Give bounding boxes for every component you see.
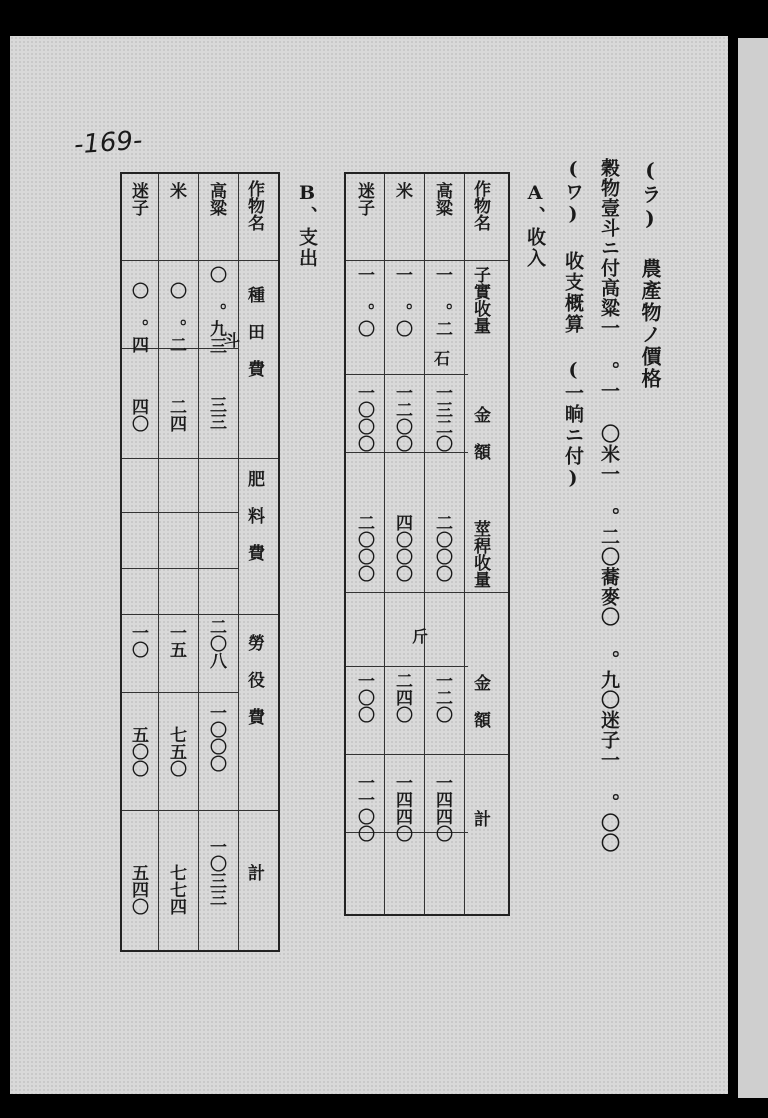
income-header-crop: 作物名 <box>470 180 490 231</box>
income-seed-kaoliang: 一 。二 <box>432 266 452 337</box>
income-amount1-kaoliang: 一三二〇 <box>432 384 452 452</box>
income-amount2-kaoliang: 一二〇 <box>432 672 452 723</box>
expense-crop-millet: 米 <box>166 182 186 199</box>
income-amount1-millet: 一二〇〇 <box>392 384 412 452</box>
price-line: 穀物壹斗ニ付高粱一 。一 〇米一 。二〇蕎麥〇 。九〇迷子一 。〇〇 <box>598 158 620 853</box>
expense-table <box>120 172 280 952</box>
income-amount1-mizi: 一〇〇〇 <box>354 384 374 452</box>
unit-koku: 石 <box>434 349 451 368</box>
section-heading: (ラ) 農產物ノ價格 <box>638 158 662 390</box>
expense-crop-kaoliang: 高粱 <box>206 182 226 216</box>
income-header-total: 計 <box>470 810 490 827</box>
income-seed-millet: 一 。〇 <box>392 266 412 337</box>
expense-header-total: 計 <box>244 864 264 881</box>
income-stalk-millet: 四〇〇〇 <box>392 514 412 582</box>
expense-header-crop: 作物名 <box>244 180 264 231</box>
expense-header-labor: 勞 役 費 <box>244 634 264 725</box>
expense-labor2-millet: 七五〇 <box>166 726 186 777</box>
income-total-kaoliang: 一四四〇 <box>432 774 452 842</box>
expense-labor2-mizi: 五〇〇 <box>128 726 148 777</box>
expense-total-kaoliang: 一〇三三 <box>206 838 226 906</box>
income-total-millet: 一四四〇 <box>392 774 412 842</box>
unit-to: 斗 <box>224 331 241 350</box>
income-stalk-kaoliang: 二〇〇〇 <box>432 514 452 582</box>
expense-field-millet: 二四 <box>166 398 186 432</box>
expense-crop-mizi: 迷子 <box>128 182 148 216</box>
unit-kin: 斤 <box>412 627 429 646</box>
income-header-stalk: 莖稈收量 <box>470 520 490 588</box>
expense-label: B、支出 <box>296 182 318 269</box>
expense-total-millet: 七七四 <box>166 864 186 915</box>
income-seed-mizi: 一 。〇 <box>354 266 374 337</box>
expense-labor1-mizi: 一〇 <box>128 624 148 658</box>
expense-seed-mizi: 〇 。四 <box>128 282 148 353</box>
expense-total-mizi: 五四〇 <box>128 864 148 915</box>
expense-seed-millet: 〇 。二 <box>166 282 186 353</box>
expense-labor2-kaoliang: 一〇〇〇 <box>206 704 226 772</box>
adjacent-page-edge <box>738 38 768 1098</box>
income-stalk-mizi: 二〇〇〇 <box>354 514 374 582</box>
income-header-seed: 子實收量 <box>470 266 490 334</box>
income-crop-kaoliang: 高粱 <box>432 182 452 216</box>
expense-field-kaoliang: 三三 <box>206 396 226 430</box>
income-total-mizi: 一一〇〇 <box>354 774 374 842</box>
page-number: -169- <box>73 125 144 161</box>
expense-header-fertilizer: 肥 料 費 <box>244 470 264 561</box>
income-header-amount2: 金 額 <box>470 674 490 728</box>
expense-labor1-kaoliang: 二〇八 <box>206 618 226 669</box>
expense-labor1-millet: 一五 <box>166 624 186 658</box>
income-label: A、收入 <box>524 182 546 269</box>
expense-header-seedfield: 種 田 費 <box>244 286 264 377</box>
expense-field-mizi: 四〇 <box>128 398 148 432</box>
income-header-amount1: 金 額 <box>470 406 490 460</box>
income-crop-mizi: 迷子 <box>354 182 374 216</box>
income-crop-millet: 米 <box>392 182 412 199</box>
income-amount2-millet: 二四〇 <box>392 672 412 723</box>
balance-heading: (ワ) 收支概算 (一晌ニ付) <box>562 158 584 491</box>
income-table <box>344 172 510 916</box>
expense-seed-kaoliang: 〇 。九三 <box>206 266 226 354</box>
income-amount2-mizi: 一〇〇 <box>354 672 374 723</box>
